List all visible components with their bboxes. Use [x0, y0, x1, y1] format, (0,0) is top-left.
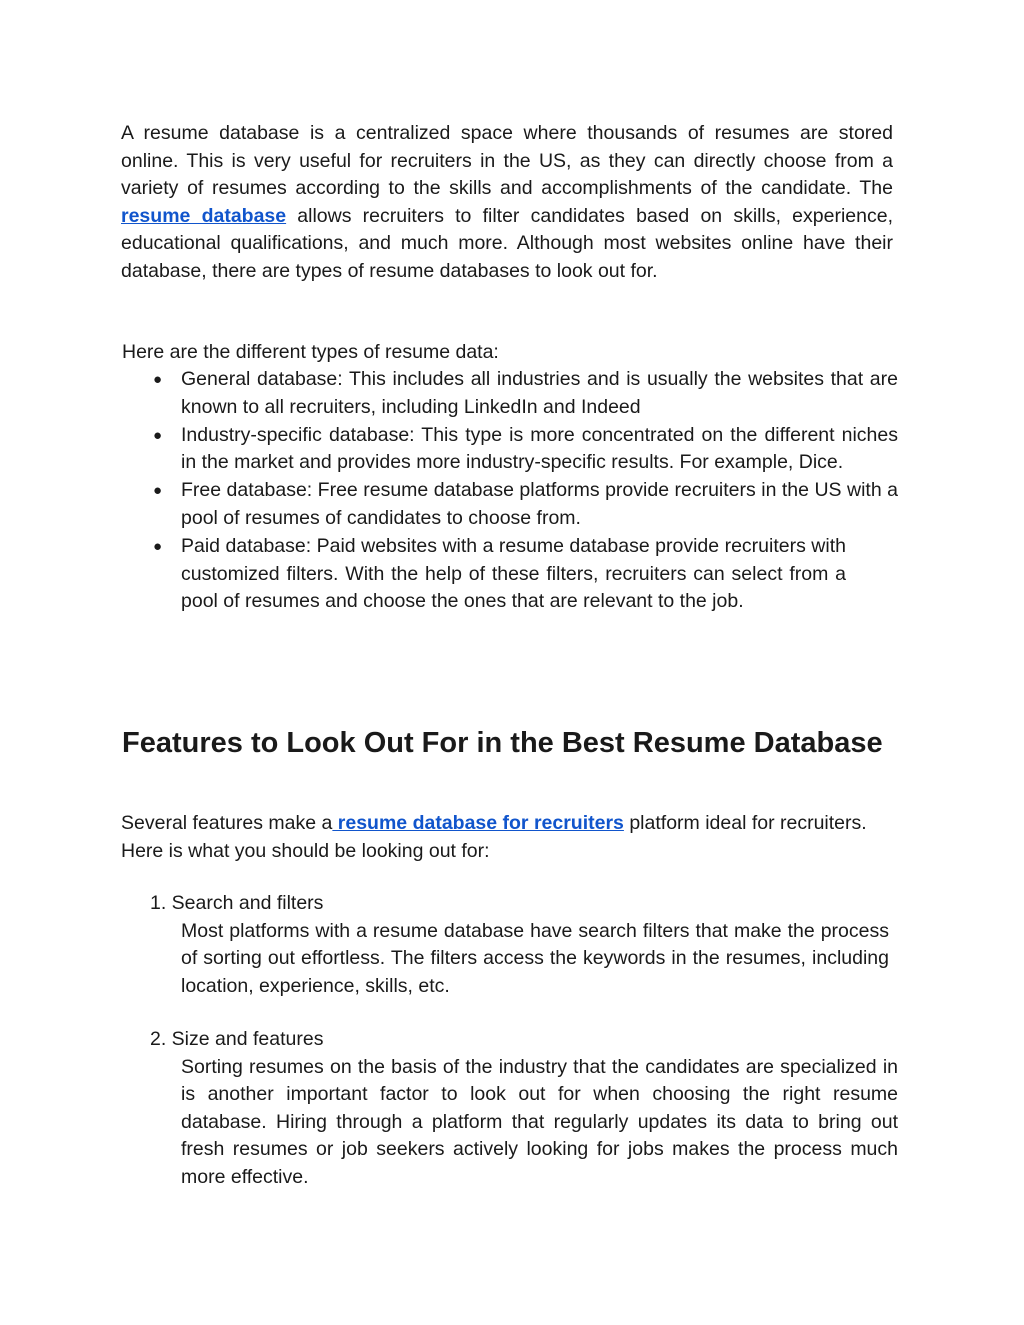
bullet-icon: ● — [153, 371, 163, 388]
bullet-icon: ● — [153, 426, 163, 444]
features-intro-after-link: platform ideal for recruiters. Here is what you should be looking out for: — [121, 812, 867, 862]
list-item — [150, 422, 898, 478]
bullet-icon: ● — [153, 482, 163, 500]
resume-database-for-recruiters-link[interactable]: resume database for recruiters — [332, 812, 624, 834]
intro-text-after-link: allows recruiters to filter candidates based on skills, experience, educational qualifications, and much more. Although most websites online have their database, there are types of resume databases to look out for. — [121, 204, 893, 282]
list-item — [150, 477, 898, 533]
features-intro — [121, 810, 881, 865]
list-item-text: General database: This includes all industries and is usually the websites that are known to all recruiters, including LinkedIn and Indeed — [181, 368, 898, 418]
feature-item — [150, 890, 898, 1000]
list-item-text: Paid database: Paid websites with a resume database provide recruiters with customized filters. With the help of these filters, recruiters can select from a pool of resumes and choose the ones that are relevant to the job. — [181, 534, 846, 613]
list-item — [150, 533, 846, 616]
list-item-text: Free database: Free resume database platforms provide recruiters in the US with a pool of resumes of candidates to choose from. — [181, 479, 898, 529]
feature-item-body: Most platforms with a resume database have search filters that make the process of sorting out effortless. The filters access the keywords in the resumes, including location, experience, skills, etc. — [181, 919, 889, 997]
features-heading: Features to Look Out For in the Best Resume Database — [122, 727, 883, 759]
bullet-icon: ● — [153, 537, 163, 555]
feature-item-title: 2. Size and features — [150, 1028, 324, 1050]
feature-item-title: 1. Search and filters — [150, 892, 324, 914]
features-intro-before-link: Several features make a — [121, 812, 333, 834]
feature-item — [150, 1026, 898, 1192]
feature-item-body: Sorting resumes on the basis of the industry that the candidates are specialized in is another important factor to look out for when choosing the right resume database. Hiring through a platform that regularly updates its data to bring out fresh resumes or job seekers actively looking for jobs makes the process much more effective. — [181, 1055, 898, 1188]
list-item-text: Industry-specific database: This type is more concentrated on the different niches in the market and provides more industry-specific results. For example, Dice. — [181, 423, 898, 474]
resume-database-link[interactable]: resume database — [121, 204, 287, 227]
intro-paragraph — [121, 120, 893, 286]
list-item — [150, 366, 898, 422]
types-list — [150, 366, 898, 616]
types-intro: Here are the different types of resume data: — [122, 341, 499, 363]
intro-text-before-link: A resume database is a centralized space where thousands of resumes are stored online. This is very useful for recruiters in the US, as they can directly choose from a variety of resumes according to the skills and accomplishments of the candidate. The — [121, 122, 893, 200]
